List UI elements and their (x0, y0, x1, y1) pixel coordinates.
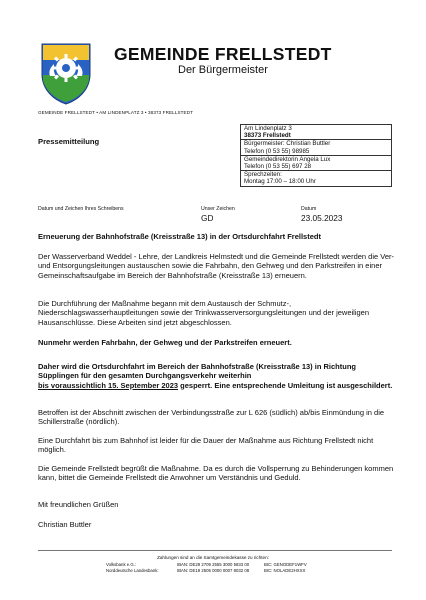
date-label: Datum (301, 206, 317, 212)
paragraph-text: Die Durchführung der Maßnahme begann mit dem Austausch der Schmutz-, Niederschlagswasserhauptleitungen sowie der Trinkwasserversorgungsleitungen und der jeweiligen Hausanschlüsse. Diese Arbeiten sind jetzt abgeschlossen. (38, 299, 370, 327)
city-line: 38373 Frellstedt (244, 132, 291, 140)
body-paragraph-5 (38, 408, 394, 427)
paragraph-text: Nunmehr werden Fahrbahn, der Gehweg und der Parkstreifen erneuert. (38, 338, 292, 347)
bank-iban: IBAN: DE19 2505 0000 0007 8032 08 (177, 568, 250, 573)
bank-bic: BIC: GENODEF1WFV (264, 562, 307, 567)
signature-name: Christian Buttler (38, 520, 92, 529)
our-reference-label: Unser Zeichen (201, 206, 235, 212)
contact-mayor (241, 140, 391, 155)
sender-address-line: GEMEINDE FRELLSTEDT • AM LINDENPLATZ 3 • 38373 FRELLSTEDT (38, 110, 194, 115)
paragraph-text: Die Gemeinde Frellstedt begrüßt die Maßnahme. Da es durch die Vollsperrung zu Behinderungen kommen kann, bittet die Gemeinde Frellstedt die Anwohner um Verständnis und Geduld. (38, 464, 394, 483)
paragraph-text (38, 362, 394, 390)
body-paragraph-3 (38, 338, 394, 347)
body-paragraph-6 (38, 436, 394, 455)
document-type: Pressemitteilung (38, 137, 100, 146)
director-phone: Telefon (0 53 55) 697 28 (244, 163, 312, 171)
address-line: Am Lindenplatz 3 (244, 125, 292, 132)
contact-address (241, 125, 391, 140)
paragraph-text: Betroffen ist der Abschnitt zwischen der Verbindungsstraße zur L 626 (südlich) ab/bis Einmündung in die Schillerstraße (nördlich). (38, 408, 385, 427)
mayor-name: Bürgermeister: Christian Buttler (244, 140, 331, 148)
headline: Erneuerung der Bahnhofstraße (Kreisstraße 13) in der Ortsdurchfahrt Frellstedt (38, 232, 321, 241)
body-paragraph-2 (38, 299, 394, 327)
reference-label: Datum und Zeichen Ihres Schreibens (38, 206, 124, 212)
footer-heading: Zahlungen sind an die Samtgemeindekasse zu richten: (157, 555, 269, 560)
footer-divider (38, 550, 392, 551)
paragraph-text: Der Wasserverband Weddel - Lehre, der Landkreis Helmstedt und die Gemeinde Frellstedt werden die Ver- und Entsorgungsleitungen austauschen sowie die Fahrbahn, den Gehweg und den Parkstreifen in einer Gemeinschaftsaufgabe im Bereich der Bahnhofstraße (Kreisstraße 13) erneuern. (38, 252, 395, 280)
body-paragraph-4 (38, 362, 394, 390)
org-title: GEMEINDE FRELLSTEDT (114, 44, 332, 64)
bank-name: Norddeutsche Landesbank: (106, 568, 159, 573)
municipal-crest-icon (38, 40, 94, 106)
contact-box (240, 124, 392, 187)
bank-bic: BIC: NOLADE2HXXX (264, 568, 306, 573)
closing: Mit freundlichen Grüßen (38, 500, 119, 509)
paragraph-text-part1: Daher wird die Ortsdurchfahrt im Bereich der Bahnhofstraße (Kreisstraße 13) in Richtung Süpplingen für den gesamten Durchgangsverkehr weiterhin (38, 362, 356, 381)
paragraph-text-part2: gesperrt. Eine entsprechende Umleitung ist ausgeschildert. (178, 380, 393, 390)
body-paragraph-1 (38, 252, 394, 280)
director-name: Gemeindedirektorin Angela Lux (244, 155, 331, 163)
org-subtitle: Der Bürgermeister (178, 64, 268, 76)
contact-director (241, 156, 391, 171)
body-paragraph-7 (38, 464, 394, 483)
contact-hours (241, 171, 391, 185)
hours-value: Montag 17:00 – 18:00 Uhr (244, 178, 316, 186)
bank-name: Volksbank e.G.: (106, 562, 137, 567)
date-value: 23.05.2023 (301, 213, 343, 223)
bank-iban: IBAN: DE29 2709 2555 3000 5833 00 (177, 562, 250, 567)
closure-date-underlined: bis voraussichtlich 15. September 2023 (38, 380, 179, 390)
mayor-phone: Telefon (0 53 55) 98985 (244, 147, 310, 155)
hours-label: Sprechzeiten: (244, 171, 282, 179)
our-reference-value: GD (201, 213, 214, 223)
paragraph-text: Eine Durchfahrt bis zum Bahnhof ist leider für die Dauer der Maßnahme aus Richtung Frellstedt nicht möglich. (38, 436, 374, 455)
